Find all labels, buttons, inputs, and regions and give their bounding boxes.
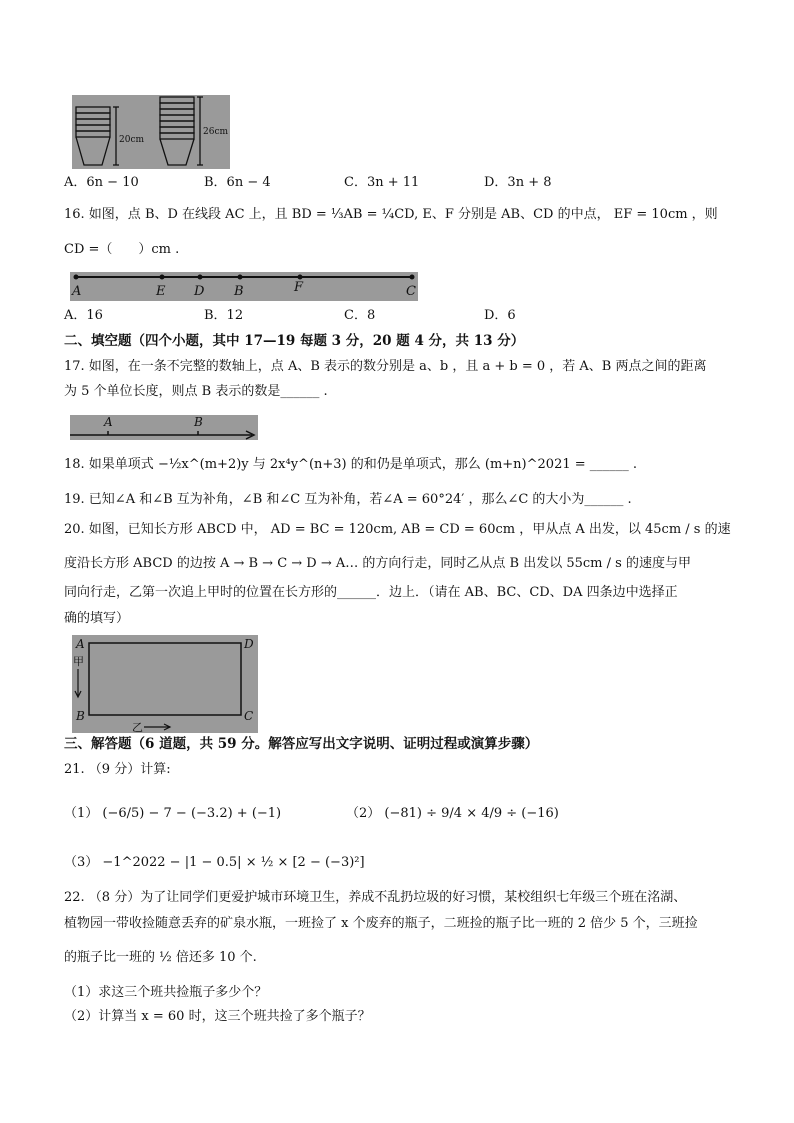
- q21-part-3: （3） −1^2022 − |1 − 0.5| × ½ × [2 − (−3)²]: [64, 855, 365, 870]
- segment-figure: [70, 272, 418, 301]
- cups-figure: [72, 95, 230, 169]
- q16-option-d: D．6: [484, 308, 516, 323]
- q22-line-3: 的瓶子比一班的 ½ 倍还多 10 个.: [64, 950, 257, 965]
- point-f-label: F: [294, 280, 304, 295]
- q17-line-1: 17. 如图，在一条不完整的数轴上，点 A、B 表示的数分别是 a、b ，且 a + b = 0 ，若 A、B 两点之间的距离: [64, 359, 707, 374]
- q18-text: [64, 455, 637, 475]
- q22-line-2: 植物园一带收捡随意丢弃的矿泉水瓶，一班捡了 x 个废弃的瓶子，二班捡的瓶子比一班的 2 倍少 5 个，三班捡: [64, 916, 698, 931]
- rectangle-figure: [72, 635, 258, 733]
- point-a-label: A: [72, 284, 82, 299]
- q21-part-2: （2） (−81) ÷ 9/4 × 4/9 ÷ (−16): [346, 806, 559, 821]
- rect-corner-b: B: [76, 709, 85, 723]
- q18-statement: 18. 如果单项式 −½x^(m+2)y 与 2x⁴y^(n+3) 的和仍是单项式，那么 (m+n)^2021 = ______ .: [64, 457, 638, 472]
- q20-line-4: 确的填写）: [64, 611, 130, 626]
- q15-option-a: A．6n − 10: [64, 175, 139, 190]
- number-line-figure: [70, 415, 258, 440]
- large-stack-height-label: 26cm: [203, 127, 229, 137]
- point-b-label: B: [234, 284, 244, 299]
- number-line-point-a: A: [104, 415, 113, 429]
- q20-line-3: 同向行走，乙第一次追上甲时的位置在长方形的______．边上．（请在 AB、BC、CD、DA 四条边中选择正: [64, 585, 678, 600]
- rect-corner-d: D: [244, 637, 254, 651]
- q20-line-1: 20. 如图，已知长方形 ABCD 中， AD = BC = 120cm, AB = CD = 60cm ，甲从点 A 出发，以 45cm / s 的速: [64, 522, 731, 537]
- point-c-label: C: [406, 284, 416, 299]
- q22-sub-2: （2）计算当 x = 60 时，这三个班共捡了多个瓶子？: [64, 1009, 371, 1024]
- q17-line-2: 为 5 个单位长度，则点 B 表示的数是______ .: [64, 384, 328, 399]
- small-stack-height-label: 20cm: [119, 135, 145, 145]
- q15-option-c: C．3n + 11: [344, 175, 420, 190]
- point-e-label: E: [156, 284, 166, 299]
- section-3-heading: 三、解答题（6 道题，共 59 分。解答应写出文字说明、证明过程或演算步骤）: [64, 736, 539, 752]
- q22-line-1: 22. （8 分）为了让同学们更爱护城市环境卫生，养成不乱扔垃圾的好习惯，某校组织七年级三个班在洺湖、: [64, 890, 687, 905]
- q15-option-b: B．6n − 4: [204, 175, 271, 190]
- number-line-point-b: B: [194, 415, 203, 429]
- yi-label: 乙: [132, 721, 143, 734]
- q19-text: 19. 已知∠A 和∠B 互为补角，∠B 和∠C 互为补角，若∠A = 60°24′ ，那么∠C 的大小为______ .: [64, 492, 632, 507]
- q16-line-1: 16. 如图，点 B、D 在线段 AC 上，且 BD = ⅓AB = ¼CD, E、F 分别是 AB、CD 的中点， EF = 10cm ，则: [64, 207, 718, 222]
- section-2-heading: 二、填空题（四个小题，其中 17—19 每题 3 分，20 题 4 分，共 13 分）: [64, 333, 525, 349]
- rect-corner-c: C: [244, 709, 254, 723]
- q16-option-c: C．8: [344, 308, 376, 323]
- rect-corner-a: A: [76, 637, 85, 651]
- q15-option-d: D．3n + 8: [484, 175, 552, 190]
- q21-part-1: （1） (−6/5) − 7 − (−3.2) + (−1): [64, 806, 282, 821]
- point-d-label: D: [194, 284, 205, 299]
- q16-option-a: A．16: [64, 308, 103, 323]
- q21-heading: 21. （9 分）计算:: [64, 762, 171, 777]
- q22-sub-1: （1）求这三个班共捡瓶子多少个？: [64, 985, 268, 1000]
- jia-label: 甲: [73, 655, 84, 668]
- q16-option-b: B．12: [204, 308, 244, 323]
- q16-line-2: CD =（ ）cm .: [64, 242, 180, 257]
- q20-line-2: 度沿长方形 ABCD 的边按 A → B → C → D → A… 的方向行走，同时乙从点 B 出发以 55cm / s 的速度与甲: [64, 556, 691, 571]
